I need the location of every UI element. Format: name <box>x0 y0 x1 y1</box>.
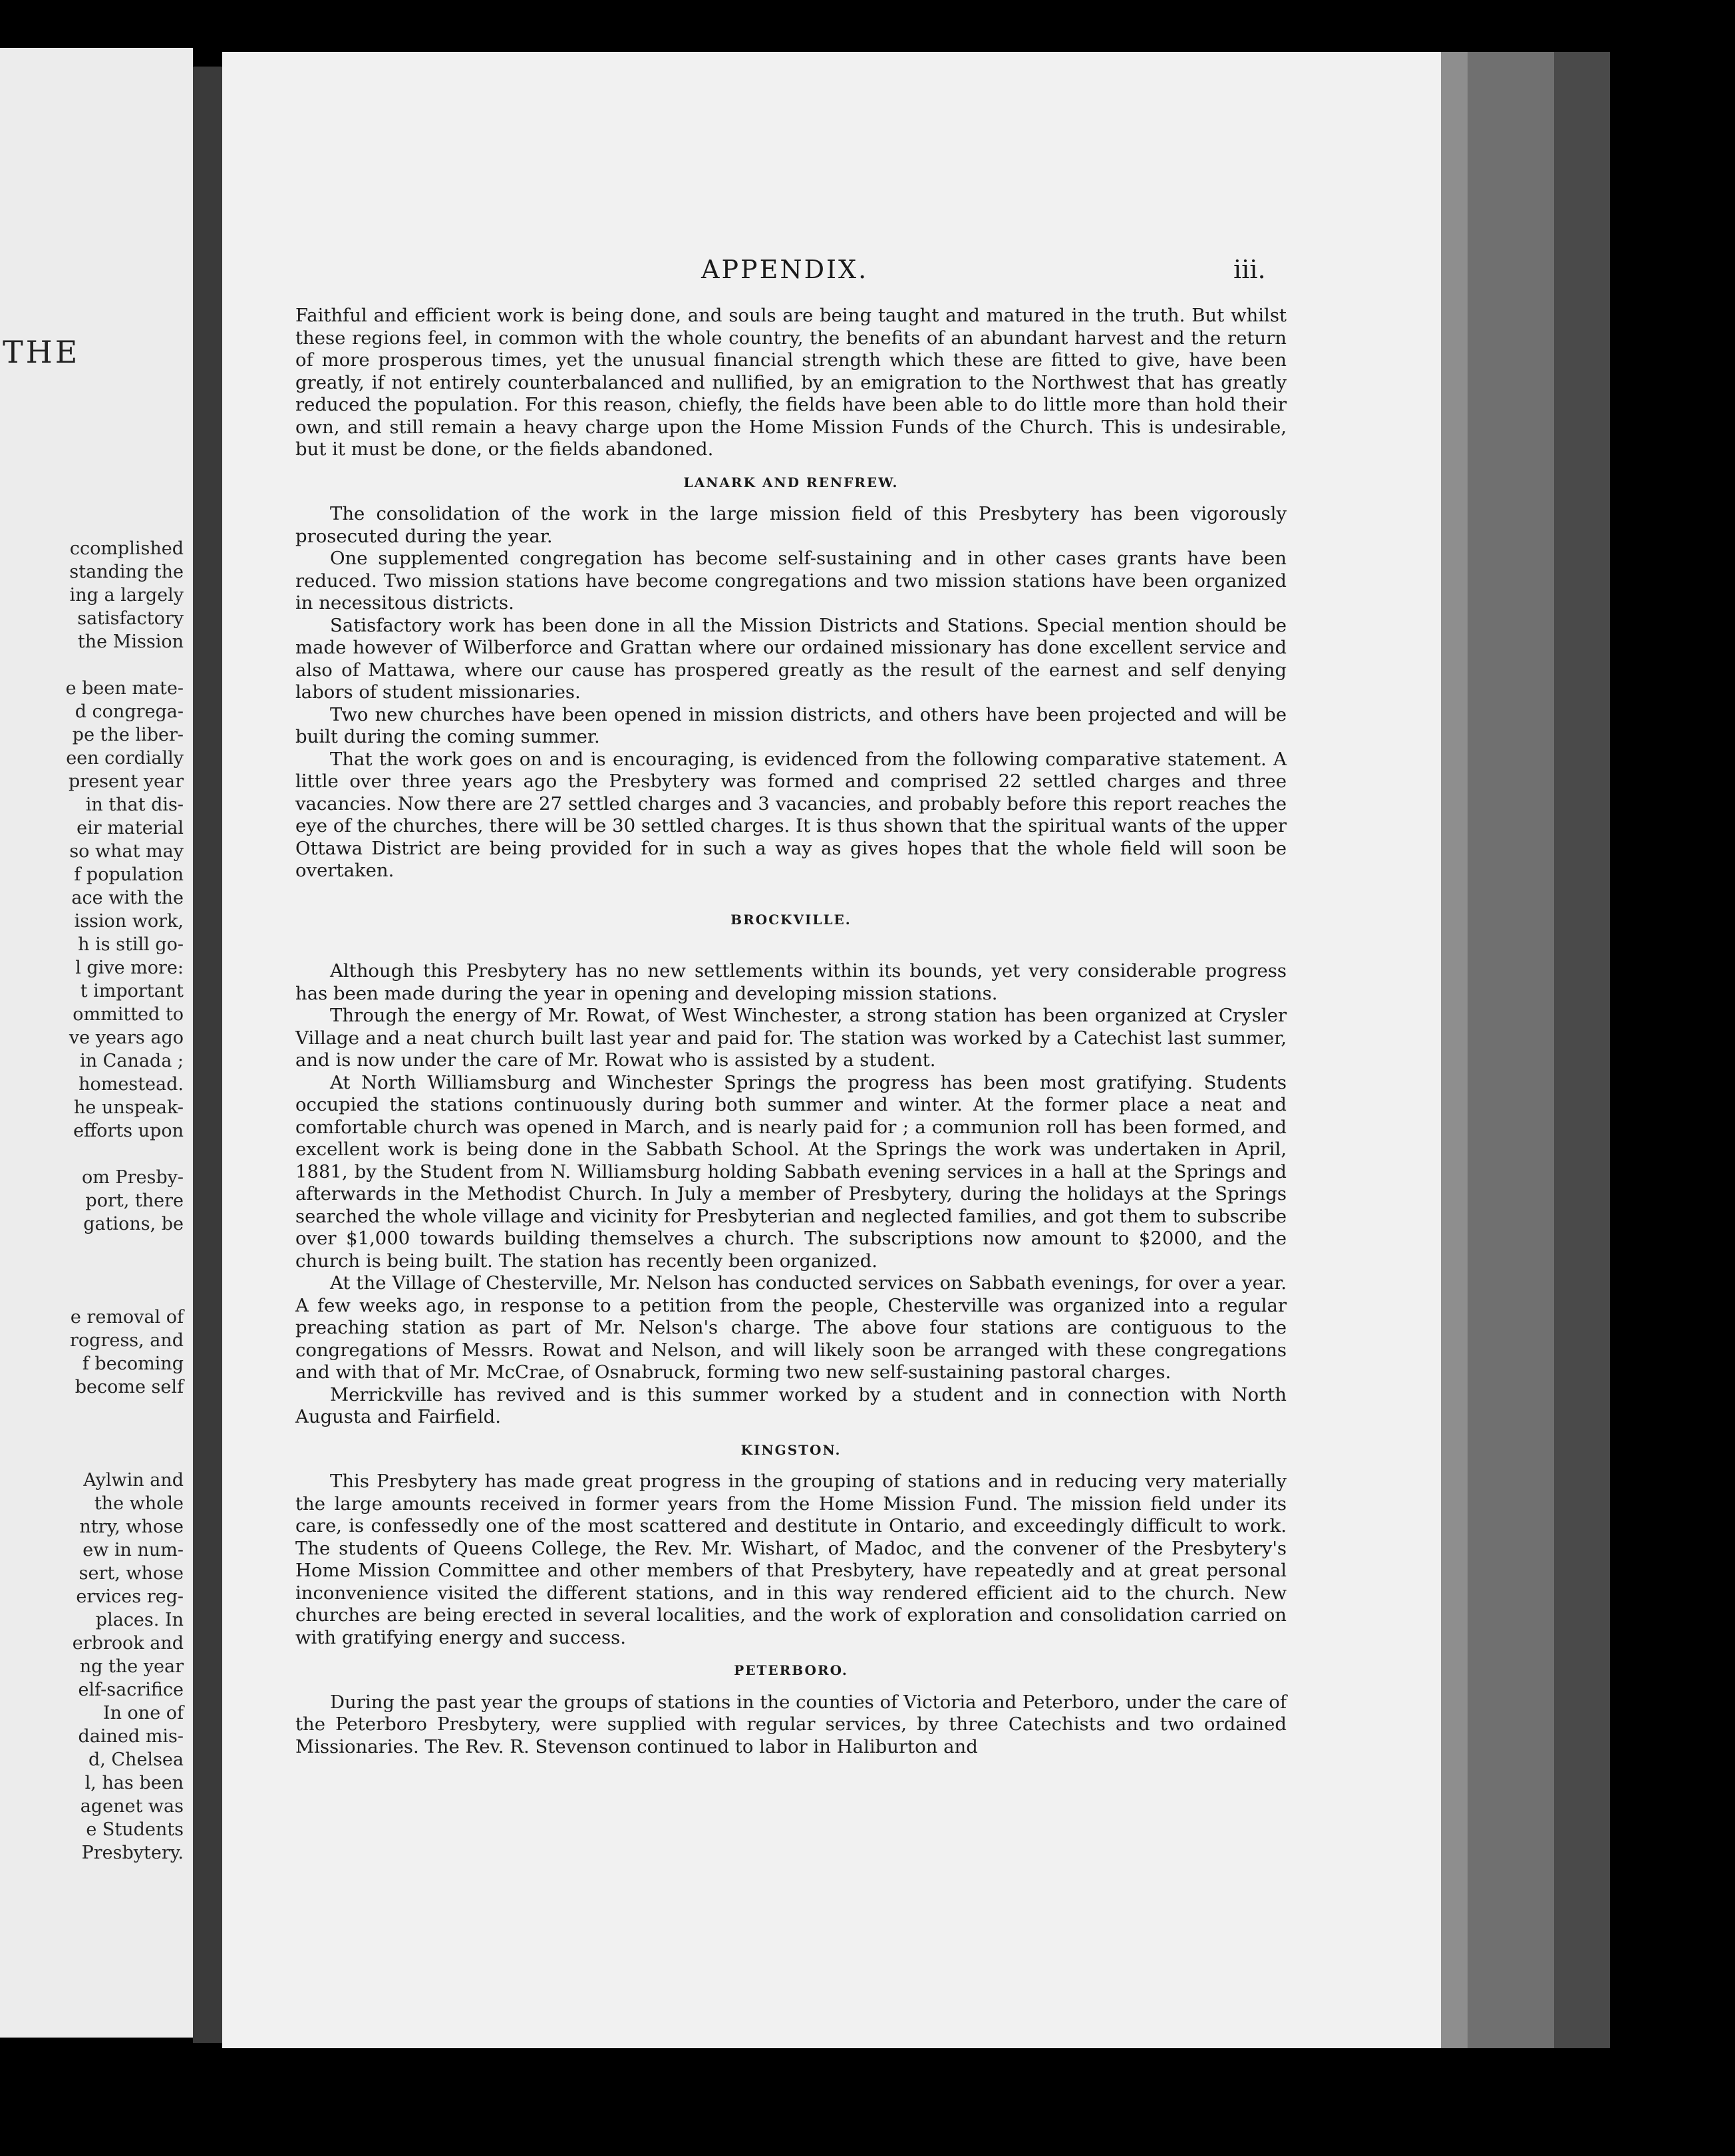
left-page-heading: THE <box>3 334 80 370</box>
paragraph: At the Village of Chesterville, Mr. Nelson has conducted services on Sabbath evenings, for over a year. A few weeks ago, in response to a petition from the people, Chesterville was organized into a regular preaching station as part of Mr. Nelson's charge. The above four stations are contiguous to the congregations of Messrs. Rowat and Nelson, and will likely soon be arranged with these congregations and with that of Mr. McCrae, of Osnabruck, forming two new self-sustaining pastoral charges. <box>295 1272 1287 1383</box>
running-head <box>222 255 1441 288</box>
paragraph: Although this Presbytery has no new settlements within its bounds, yet very considerable progress has been made during the year in opening and developing mission stations. <box>295 960 1287 1004</box>
page-number: iii. <box>1233 255 1266 284</box>
left-page-fragment: efforts upon <box>73 1121 184 1141</box>
left-page-fragment: the whole <box>94 1493 184 1514</box>
left-page-fragment: eir material <box>77 818 184 838</box>
left-page-fragment: rogress, and <box>70 1330 184 1351</box>
left-page-fragment: ng the year <box>79 1656 184 1677</box>
section-heading: BROCKVILLE. <box>730 911 852 928</box>
left-page-fragment: ission work, <box>74 911 184 932</box>
book-gutter <box>193 67 222 2043</box>
left-page-fragment: sert, whose <box>79 1563 184 1584</box>
paragraph: At North Williamsburg and Winchester Springs the progress has been most gratifying. Students occupied the stations continuously during both summer and winter. At the former place a neat and comfortable church was opened in March, and is nearly paid for ; a communion roll has been formed, and excellent work is being done in the Sabbath School. At the Springs the work was undertaken in April, 1881, by the Student from N. Williamsburg holding Sabbath evening services in a hall at the Springs and afterwards in the Methodist Church. In July a member of Presbytery, during the holidays at the Springs searched the whole village and vicinity for Presbyterian and neglected families, and got them to subscribe over $1,000 towards building themselves a church. The subscriptions now amount to $2000, and the church is being built. The station has recently been organized. <box>295 1071 1287 1272</box>
left-page-fragment: d, Chelsea <box>88 1749 184 1770</box>
left-page-fragment: Presbytery. <box>81 1843 184 1863</box>
left-page-fragment: ew in num- <box>82 1540 184 1560</box>
left-page-fragment: ommitted to <box>73 1004 184 1025</box>
left-page-fragment: om Presby- <box>81 1167 184 1188</box>
left-page-fragment: present year <box>68 771 184 792</box>
left-page-fragment: Aylwin and <box>83 1470 184 1491</box>
left-page-fragment: in Canada ; <box>80 1051 184 1071</box>
left-page-fragment: l give more: <box>75 958 184 978</box>
left-page-fragment: ntry, whose <box>79 1517 184 1537</box>
left-page-fragment: f population <box>74 864 184 885</box>
section-lanark-renfrew <box>295 472 1287 882</box>
paragraph: This Presbytery has made great progress in the grouping of stations and in reducing very materially the large amounts received in former years from the Home Mission Fund. The mission field under its care, is confessedly one of the most scattered and destitute in Ontario, and exceedingly difficult to work. The students of Queens College, the Rev. Mr. Wishart, of Madoc, and the convener of the Presbytery's Home Mission Committee and other members of that Presbytery, have repeatedly and at great personal inconvenience visited the different stations, and in this way rendered efficient aid to the church. New churches are being erected in several localities, and the work of exploration and consolidation carried on with gratifying energy and success. <box>295 1471 1287 1648</box>
left-page-fragment: gations, be <box>83 1214 184 1234</box>
paragraph: Through the energy of Mr. Rowat, of West Winchester, a strong station has been organized at Crysler Village and a neat church built last year and paid for. The station was worked by a Catechist last summer, and is now under the care of Mr. Rowat who is assisted by a student. <box>295 1005 1287 1071</box>
left-page-fragment: erbrook and <box>72 1633 184 1654</box>
left-page-fragment: dained mis- <box>78 1726 184 1747</box>
left-page-fragment: h is still go- <box>78 934 184 955</box>
left-page <box>0 48 193 2038</box>
section-heading: LANARK AND RENFREW. <box>683 474 899 490</box>
left-page-fragment: he unspeak- <box>74 1097 184 1118</box>
paragraph: Two new churches have been opened in mission districts, and others have been projected and will be built during the coming summer. <box>295 703 1287 747</box>
left-page-fragment: een cordially <box>66 748 184 769</box>
left-page-fragment: ervices reg- <box>76 1586 184 1607</box>
left-page-fragment: ccomplished <box>69 538 184 559</box>
section-heading: KINGSTON. <box>740 1441 842 1458</box>
left-page-fragment: places. In <box>95 1610 184 1630</box>
left-page-fragment: ing a largely <box>69 585 184 606</box>
left-page-fragment: l, has been <box>84 1773 184 1793</box>
left-page-fragment: e removal of <box>70 1307 184 1328</box>
left-page-fragment: ve years ago <box>69 1027 184 1048</box>
left-page-fragment: in that dis- <box>85 795 184 815</box>
section-intro <box>295 305 1287 461</box>
left-page-fragment: t important <box>80 981 184 1001</box>
left-page-fragment: the Mission <box>77 631 184 652</box>
left-page-fragment: standing the <box>69 562 184 582</box>
paragraph: That the work goes on and is encouraging, is evidenced from the following comparative statement. A little over three years ago the Presbytery was formed and comprised 22 settled charges and three vacancies. Now there are 27 settled charges and 3 vacancies, and probably before this report reaches the eye of the churches, there will be 30 settled charges. It is thus shown that the spiritual wants of the upper Ottawa District are being provided for in such a way as gives hopes that the whole field will soon be overtaken. <box>295 748 1287 881</box>
left-page-fragment: satisfactory <box>77 608 184 629</box>
left-page-fragment: e been mate- <box>65 678 184 699</box>
page-edge <box>1441 52 1610 2048</box>
paragraph: One supplemented congregation has become self-sustaining and in other cases grants have been reduced. Two mission stations have become congregations and two mission stations have been organized in necessitous districts. <box>295 548 1287 614</box>
left-page-fragment: d congrega- <box>75 701 184 722</box>
body-text <box>295 305 1287 1758</box>
left-page-fragment: elf-sacrifice <box>78 1680 184 1700</box>
main-page <box>222 52 1441 2048</box>
left-page-fragment: pe the liber- <box>72 725 184 745</box>
paragraph: During the past year the groups of stations in the counties of Victoria and Peterboro, under the care of the Peterboro Presbytery, were supplied with regular services, by three Catechists and two ordained Missionaries. The Rev. R. Stevenson continued to labor in Haliburton and <box>295 1691 1287 1757</box>
left-page-fragment: port, there <box>85 1190 184 1211</box>
paragraph: Faithful and efficient work is being done, and souls are being taught and matured in the truth. But whilst these regions feel, in common with the whole country, the benefits of an abundant harvest and the return of more prosperous times, yet the unusual financial strength which these are fitted to give, have been greatly, if not entirely counterbalanced and nullified, by an emigration to the Northwest that has greatly reduced the population. For this reason, chiefly, the fields have been able to do little more than hold their own, and still remain a heavy charge upon the Home Mission Funds of the Church. This is undesirable, but it must be done, or the fields abandoned. <box>295 305 1287 460</box>
left-page-fragment: e Students <box>86 1819 184 1840</box>
page-title: APPENDIX. <box>701 255 869 284</box>
section-heading: PETERBORO. <box>734 1662 848 1678</box>
left-page-fragment: ace with the <box>71 888 184 908</box>
section-kingston <box>295 1439 1287 1650</box>
left-page-fragment: f becoming <box>82 1353 184 1374</box>
left-page-fragment: In one of <box>102 1703 184 1723</box>
section-peterboro <box>295 1660 1287 1758</box>
left-page-fragment: become self <box>75 1377 184 1397</box>
section-brockville <box>295 909 1287 1429</box>
paragraph: The consolidation of the work in the large mission field of this Presbytery has been vigorously prosecuted during the year. <box>295 503 1287 547</box>
left-page-fragment: agenet was <box>80 1796 184 1817</box>
left-page-fragment: so what may <box>69 841 184 862</box>
left-page-fragment: homestead. <box>79 1074 184 1095</box>
paragraph: Satisfactory work has been done in all the Mission Districts and Stations. Special mention should be made however of Wilberforce and Grattan where our ordained missionary has done excellent service and also of Mattawa, where our cause has prospered greatly as the result of the earnest and self denying labors of student missionaries. <box>295 614 1287 703</box>
paragraph: Merrickville has revived and is this summer worked by a student and in connection with North Augusta and Fairfield. <box>295 1383 1287 1427</box>
